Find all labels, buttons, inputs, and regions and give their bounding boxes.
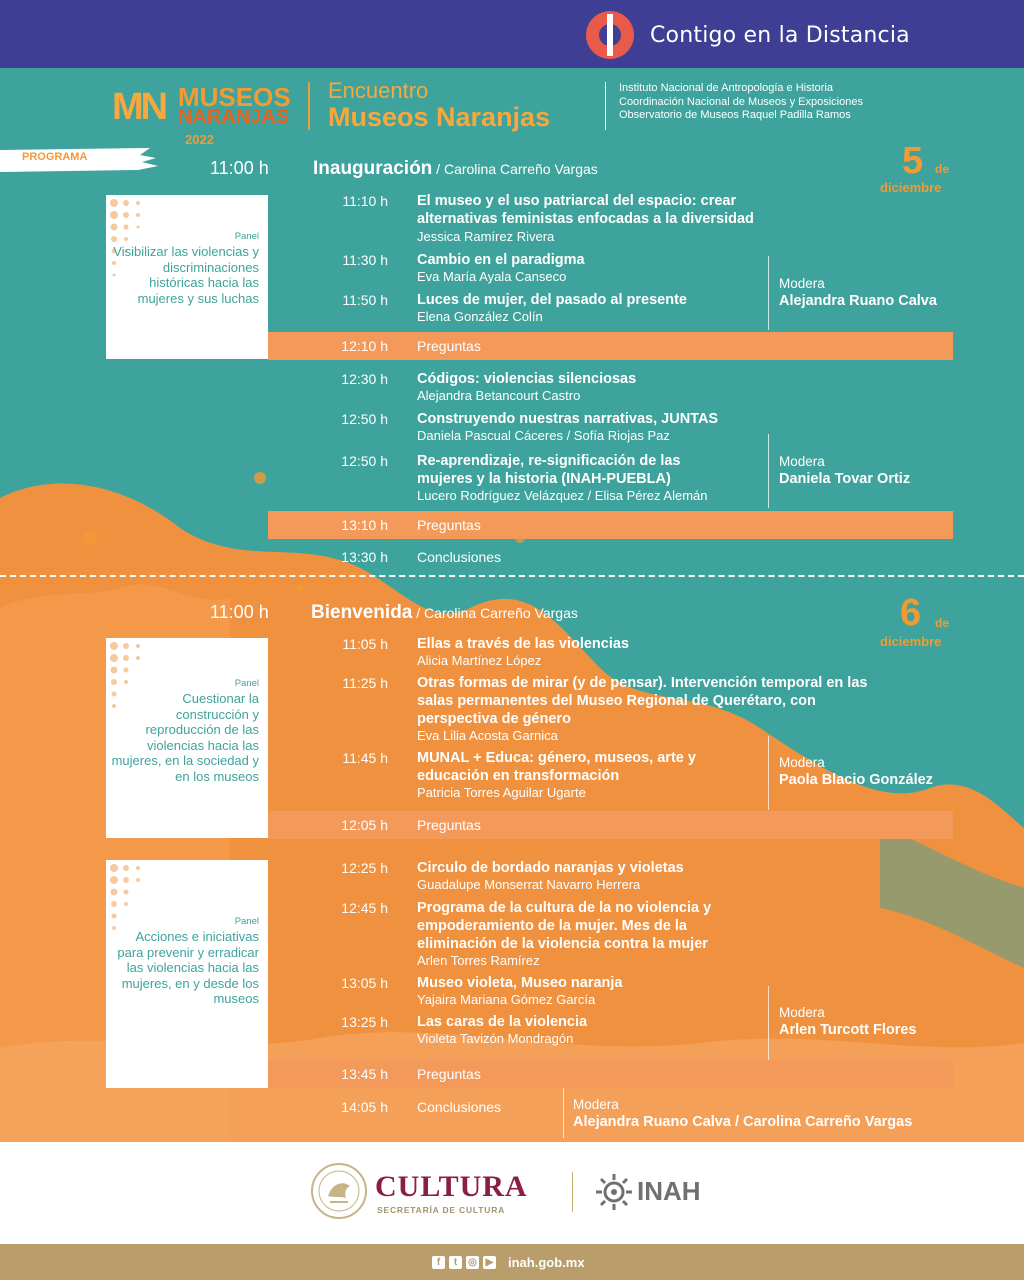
panel-card [106, 195, 268, 359]
moderator-label: Modera [779, 454, 825, 469]
talk-title: Las caras de la violencia [417, 1014, 588, 1030]
event-title-line1: Encuentro [328, 78, 429, 103]
talk-time: 11:45 h [342, 750, 388, 766]
institution-line: Instituto Nacional de Antropología e Historia [619, 82, 834, 94]
talk-time: 12:50 h [341, 411, 388, 427]
youtube-icon[interactable]: ▶ [483, 1256, 496, 1269]
date-day-number: 6 [900, 592, 922, 634]
moderator-name: Alejandra Ruano Calva / Carolina Carreño Vargas [573, 1114, 913, 1130]
panel-label: Panel [234, 678, 259, 689]
moderator-label: Modera [573, 1097, 619, 1112]
opening-host: / Carolina Carreño Vargas [412, 605, 578, 621]
talk-speaker: Arlen Torres Ramírez [417, 953, 540, 968]
talk-time: 12:50 h [341, 453, 388, 469]
talk-time: 12:25 h [341, 860, 388, 876]
talk-speaker: Daniela Pascual Cáceres / Sofía Riojas Paz [417, 428, 670, 443]
moderator-label: Modera [779, 1005, 825, 1020]
footer-divider [572, 1172, 573, 1212]
programa-label: PROGRAMA [22, 151, 88, 163]
date-month: diciembre [880, 180, 942, 195]
moderator-name: Alejandra Ruano Calva [779, 293, 937, 309]
talk-title: El museo y el uso patriarcal del espacio: crear alternativas feministas enfocadas a la diversidad [417, 193, 754, 227]
talk-title: Códigos: violencias silenciosas [417, 371, 637, 387]
moderator-label: Modera [779, 755, 825, 770]
talk-speaker: Guadalupe Monserrat Navarro Herrera [417, 877, 641, 892]
talk-time: 11:25 h [342, 675, 388, 691]
panel-card [106, 860, 268, 1088]
contigo-logo-icon [582, 10, 638, 60]
moderator-name: Daniela Tovar Ortiz [779, 471, 911, 487]
talk-title: Circulo de bordado naranjas y violetas [417, 860, 684, 876]
talk-title: Museo violeta, Museo naranja [417, 975, 623, 991]
talk-title: Re-aprendizaje, re-significación de las mujeres y la historia (INAH-PUEBLA) [417, 453, 681, 487]
talk-title: MUNAL + Educa: género, museos, arte y educación en transformación [417, 750, 696, 784]
inah-wordmark: INAH [637, 1176, 701, 1206]
logo-letters: MN [112, 86, 166, 128]
panel-label: Panel [234, 916, 259, 927]
logo-word-museos: MUSEOS [178, 82, 291, 112]
opening-time: 11:00 h [210, 158, 269, 178]
questions-time: 13:10 h [341, 517, 388, 533]
cultura-wordmark: CULTURA [375, 1170, 528, 1203]
talk-time: 13:05 h [341, 975, 388, 991]
date-de: de [935, 162, 950, 176]
opening-time: 11:00 h [210, 602, 269, 622]
talk-speaker: Alicia Martínez López [417, 653, 542, 668]
moderator-name: Arlen Turcott Flores [779, 1022, 917, 1038]
inah-logo-icon [594, 1172, 634, 1212]
mexico-seal-icon [310, 1162, 368, 1220]
twitter-icon[interactable]: t [449, 1256, 462, 1269]
talk-speaker: Elena González Colín [417, 309, 543, 324]
social-links [432, 1255, 585, 1270]
facebook-icon[interactable]: f [432, 1256, 445, 1269]
institution-line: Coordinación Nacional de Museos y Exposiciones [619, 95, 863, 108]
questions-label: Preguntas [417, 817, 481, 833]
talk-title: Programa de la cultura de la no violencia y empoderamiento de la mujer. Mes de la eliminación de la violencia contra la mujer [417, 900, 712, 952]
questions-time: 12:10 h [341, 338, 388, 354]
panel-label: Panel [234, 231, 259, 242]
talk-speaker: Jessica Ramírez Rivera [417, 229, 555, 244]
opening-title [313, 158, 598, 180]
event-title-line2: Museos Naranjas [328, 102, 551, 132]
moderator-label: Modera [779, 276, 825, 291]
logo-year: 2022 [185, 132, 214, 147]
opening-title [311, 602, 578, 624]
talk-speaker: Patricia Torres Aguilar Ugarte [417, 785, 586, 800]
poster-header [0, 68, 1024, 148]
bottom-bar [0, 1244, 1024, 1280]
talk-speaker: Lucero Rodríguez Velázquez / Elisa Pérez Alemán [417, 488, 708, 503]
cultura-subtitle: SECRETARÍA DE CULTURA [377, 1205, 506, 1215]
contigo-brand [582, 10, 910, 60]
institutions-list [619, 82, 863, 123]
talk-title: Ellas a través de las violencias [417, 636, 629, 652]
moderator-divider [768, 736, 769, 810]
talk-time: 11:30 h [342, 252, 388, 268]
conclusions-time: 13:30 h [341, 549, 388, 565]
footer-logos [0, 1142, 1024, 1244]
logo-word-naranjas: NARANJAS [178, 106, 290, 128]
panel-text: Acciones e iniciativas para prevenir y erradicar las violencias hacia las mujeres, en y desde los museos [117, 929, 259, 1006]
brand-text: Contigo en la Distancia [650, 22, 910, 48]
moderator-divider [563, 1088, 564, 1138]
moderator-divider [768, 986, 769, 1060]
conclusions-label: Conclusiones [417, 1099, 502, 1115]
website-link[interactable]: inah.gob.mx [508, 1255, 585, 1270]
talk-time: 11:10 h [342, 193, 388, 209]
talk-speaker: Eva Lilia Acosta Garnica [417, 728, 558, 743]
questions-label: Preguntas [417, 517, 481, 533]
programa-tag [0, 148, 160, 174]
moderator-name: Paola Blacio González [779, 772, 933, 788]
questions-time: 12:05 h [341, 817, 388, 833]
talk-speaker: Alejandra Betancourt Castro [417, 388, 581, 403]
talk-title: Otras formas de mirar (y de pensar). Intervención temporal en las salas permanentes del Museo Regional de Querétaro, con perspectiva de género [417, 675, 868, 727]
questions-time: 13:45 h [341, 1066, 388, 1082]
talk-title: Luces de mujer, del pasado al presente [417, 292, 687, 308]
talk-time: 12:45 h [341, 900, 388, 916]
instagram-icon[interactable]: ◎ [466, 1256, 479, 1269]
top-banner [0, 0, 1024, 68]
talk-speaker: Violeta Tavizón Mondragón [417, 1031, 574, 1046]
date-day-number: 5 [902, 140, 924, 182]
opening-title-main: Bienvenida [311, 602, 413, 623]
talk-title: Construyendo nuestras narrativas, JUNTAS [417, 411, 719, 427]
talk-speaker: Yajaira Mariana Gómez García [417, 992, 596, 1007]
moderator-divider [768, 256, 769, 330]
date-month: diciembre [880, 634, 942, 649]
program-poster [0, 68, 1024, 1142]
conclusions-time: 14:05 h [341, 1099, 388, 1115]
header-divider [605, 82, 606, 130]
day-separator [0, 575, 1024, 577]
opening-title-main: Inauguración [313, 158, 433, 179]
panel-card [106, 638, 268, 838]
conclusions-label: Conclusiones [417, 549, 502, 565]
talk-time: 11:05 h [342, 636, 388, 652]
moderator-divider [768, 434, 769, 508]
questions-label: Preguntas [417, 1066, 481, 1082]
talk-speaker: Eva María Ayala Canseco [417, 269, 567, 284]
talk-time: 11:50 h [342, 292, 388, 308]
talk-title: Cambio en el paradigma [417, 252, 585, 268]
date-de: de [935, 616, 950, 630]
panel-text: Visibilizar las violencias y discriminaciones históricas hacia las mujeres y sus luchas [113, 244, 259, 306]
questions-label: Preguntas [417, 338, 481, 354]
talk-time: 12:30 h [341, 371, 388, 387]
header-divider [308, 82, 310, 130]
opening-host: / Carolina Carreño Vargas [432, 161, 598, 177]
talk-time: 13:25 h [341, 1014, 388, 1030]
panel-text: Cuestionar la construcción y reproducción de las violencias hacia las mujeres, en la sociedad y en los museos [111, 691, 259, 784]
institution-line: Observatorio de Museos Raquel Padilla Ramos [619, 109, 851, 121]
